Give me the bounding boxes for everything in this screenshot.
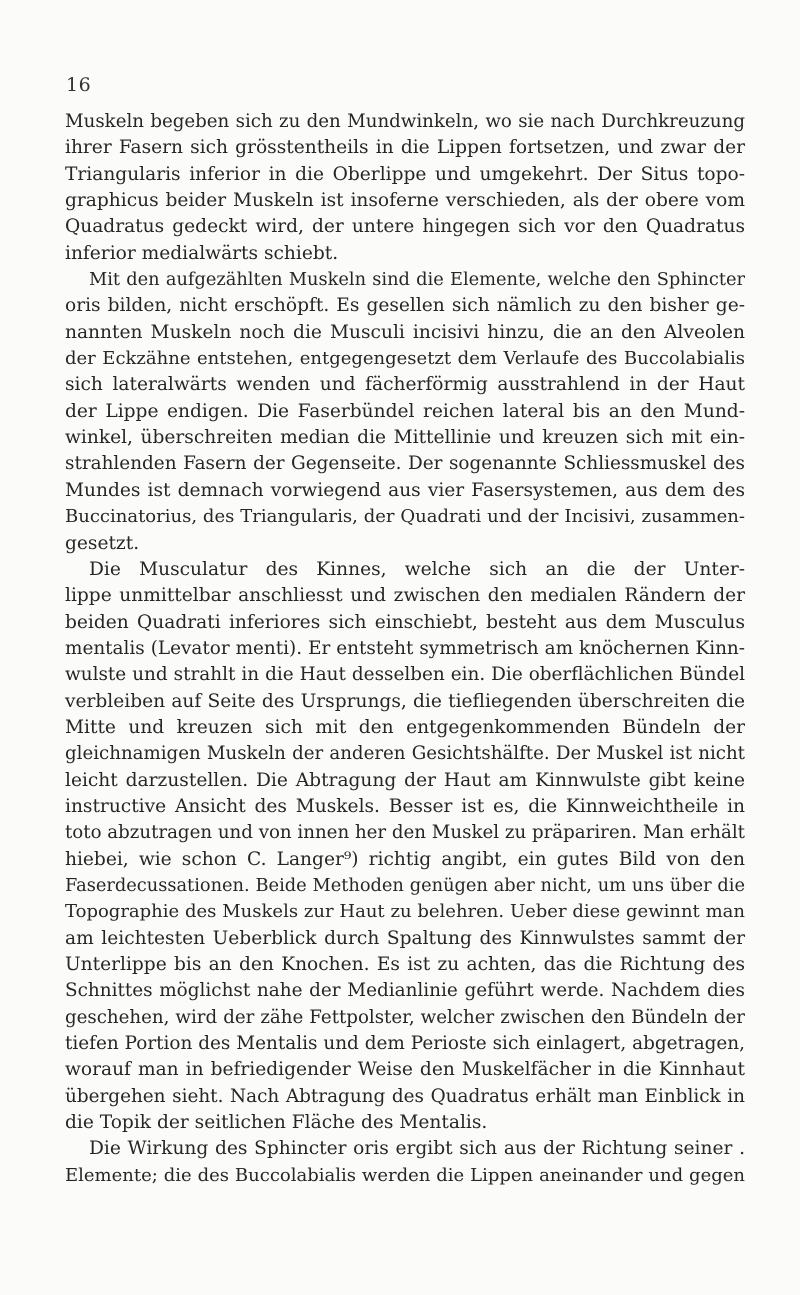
text-line: Schnittes möglichst nahe der Medianlinie geführt werde. Nachdem dies (65, 980, 745, 1002)
text-line: lippe unmittelbar anschliesst und zwischen den medialen Rändern der (65, 585, 745, 607)
text-line: strahlenden Fasern der Gegenseite. Der sogenannte Schliessmuskel des (65, 453, 745, 475)
text-line: verbleiben auf Seite des Ursprungs, die tiefliegenden überschreiten die (65, 690, 745, 712)
text-line: Triangularis inferior in die Oberlippe und umgekehrt. Der Situs topo- (65, 163, 745, 185)
body-text (65, 109, 745, 1189)
text-line: Muskeln begeben sich zu den Mundwinkeln, wo sie nach Durchkreuzung (65, 111, 745, 132)
text-line: gleichnamigen Muskeln der anderen Gesichtshälfte. Der Muskel ist nicht (65, 743, 745, 765)
text-line: die Topik der seitlichen Fläche des Mentalis. (65, 1112, 488, 1134)
text-line: Buccinatorius, des Triangularis, der Quadrati und der Incisivi, zusammen- (65, 506, 745, 528)
text-line: mentalis (Levator menti). Er entsteht symmetrisch am knöchernen Kinn- (65, 637, 745, 659)
text-line: Die Wirkung des Sphincter oris ergibt sich aus der Richtung seiner . (89, 1138, 745, 1160)
text-line: toto abzutragen und von innen her den Muskel zu präpariren. Man erhält (65, 822, 745, 844)
text-line: übergehen sieht. Nach Abtragung des Quadratus erhält man Einblick in (65, 1085, 745, 1107)
text-line: Mit den aufgezählten Muskeln sind die Elemente, welche den Sphincter (89, 269, 745, 291)
text-line: oris bilden, nicht erschöpft. Es gesellen sich nämlich zu den bisher ge- (65, 295, 745, 317)
text-line: instructive Ansicht des Muskels. Besser ist es, die Kinnweichtheile in (65, 795, 745, 817)
text-line: Elemente; die des Buccolabialis werden die Lippen aneinander und gegen (65, 1164, 745, 1186)
text-line: leicht darzustellen. Die Abtragung der Haut am Kinnwulste gibt keine (65, 769, 745, 791)
text-line: ihrer Fasern sich grösstentheils in die Lippen fortsetzen, und zwar der (65, 137, 745, 159)
text-line: tiefen Portion des Mentalis und dem Perioste sich einlagert, abgetragen, (65, 1033, 745, 1055)
text-line: wulste und strahlt in die Haut desselben ein. Die oberflächlichen Bündel (65, 664, 745, 686)
text-line: Die Musculatur des Kinnes, welche sich an die der Unter- (89, 558, 745, 580)
text-line: Faserdecussationen. Beide Methoden genügen aber nicht, um uns über die (65, 874, 745, 896)
text-line: graphicus beider Muskeln ist insoferne verschieden, als der obere vom (65, 190, 745, 212)
text-line: geschehen, wird der zähe Fettpolster, welcher zwischen den Bündeln der (65, 1006, 745, 1028)
page-number: 16 (66, 74, 92, 96)
text-line: der Lippe endigen. Die Faserbündel reichen lateral bis an den Mund- (65, 400, 745, 422)
text-line: gesetzt. (65, 532, 140, 554)
text-line: Unterlippe bis an den Knochen. Es ist zu achten, das die Richtung des (65, 954, 745, 975)
text-line: Quadratus gedeckt wird, der untere hingegen sich vor den Quadratus (65, 216, 745, 238)
text-line: Mundes ist demnach vorwiegend aus vier Fasersystemen, aus dem des (65, 479, 745, 501)
text-line: sich lateralwärts wenden und fächerförmig ausstrahlend in der Haut (65, 374, 745, 396)
text-line: der Eckzähne entstehen, entgegengesetzt dem Verlaufe des Buccolabialis (65, 348, 745, 370)
text-line: hiebei, wie schon C. Langer⁹) richtig angibt, ein gutes Bild von den (65, 848, 745, 870)
text-line: Mitte und kreuzen sich mit den entgegenkommenden Bündeln der (65, 716, 745, 738)
text-line: am leichtesten Ueberblick durch Spaltung des Kinnwulstes sammt der (65, 927, 745, 949)
text-line: beiden Quadrati inferiores sich einschiebt, besteht aus dem Musculus (65, 611, 745, 633)
text-line: worauf man in befriedigender Weise den Muskelfächer in die Kinnhaut (65, 1059, 745, 1081)
text-line: winkel, überschreiten median die Mittellinie und kreuzen sich mit ein- (65, 427, 745, 449)
text-line: Topographie des Muskels zur Haut zu belehren. Ueber diese gewinnt man (65, 901, 745, 923)
text-line: nannten Muskeln noch die Musculi incisivi hinzu, die an den Alveolen (65, 321, 745, 343)
text-line: inferior medialwärts schiebt. (65, 242, 339, 264)
